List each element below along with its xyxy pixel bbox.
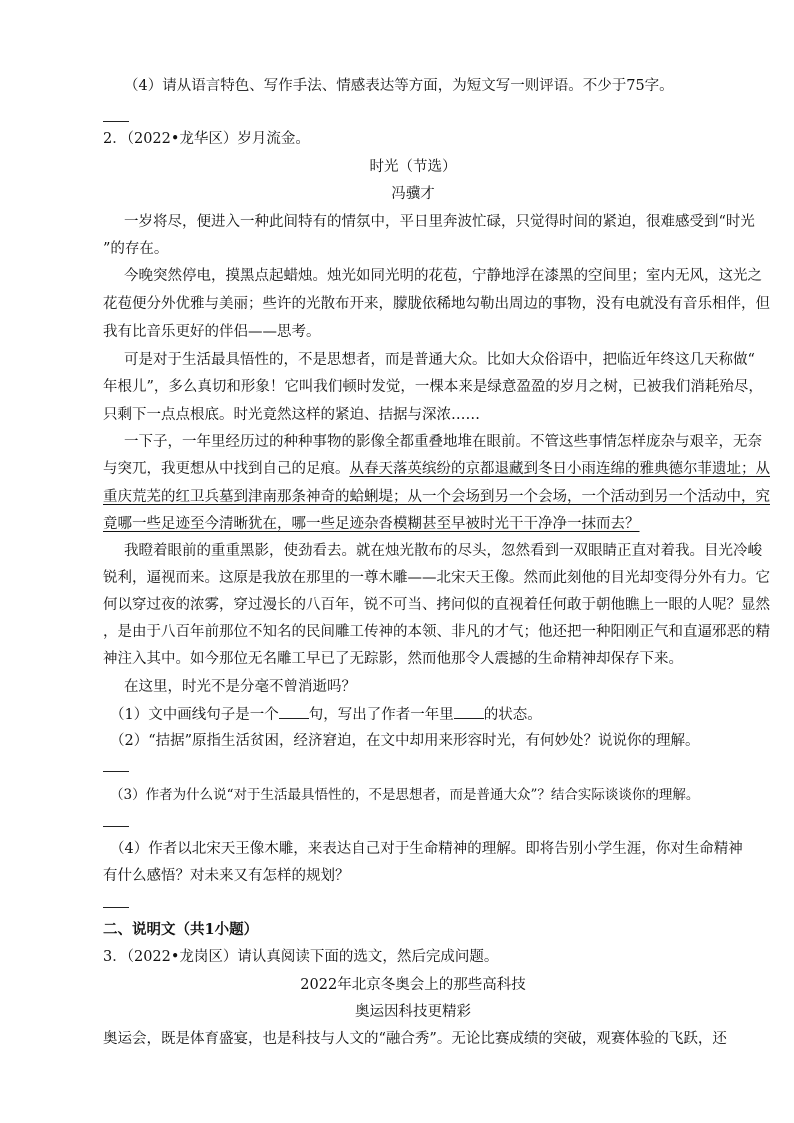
section-heading: 二、说明文（共1小题）: [103, 921, 259, 938]
paragraph-line: 可是对于生活最具悟性的，不是思想者，而是普通大众。比如大众俗语中，把临近年终这几天称做“: [124, 352, 755, 368]
question-2-2: （2）“拮据”原指生活贫困，经济窘迫，在文中却用来形容时光，有何妙处？说说你的理解。: [110, 733, 700, 749]
paragraph-line: 锐利，逼视而来。这原是我放在那里的一尊木雕——北宋天王像。然而此刻他的目光却变得分外有力。它: [103, 570, 770, 586]
paragraph-line: 只剩下一点点根底。时光竟然这样的紧迫、拮据与深浓……: [103, 407, 480, 423]
underlined-sentence: 竟哪一些足迹至今清晰犹在，哪一些足迹杂沓模糊甚至早被时光干干净净一抹而去？: [103, 516, 640, 532]
question-1-4: （4）请从语言特色、写作手法、情感表达等方面，为短文写一则评语。不少于75字。: [124, 78, 674, 94]
fill-blank[interactable]: [454, 704, 484, 719]
paragraph-line: [103, 459, 770, 479]
answer-blank: [103, 771, 129, 772]
answer-blank: [103, 907, 129, 908]
question-text: （1）文中画线句子是一个: [110, 707, 279, 723]
question-2-1: [110, 704, 730, 725]
question-text: 句，写出了作者一年里: [308, 707, 454, 723]
article-subtitle: 奥运因科技更精彩: [355, 1004, 471, 1020]
paragraph-line: 年根儿”，多么真切和形象！它叫我们顿时发觉，一棵本来是绿意盈盈的岁月之树，已被我们消耗殆尽，: [103, 379, 763, 395]
paragraph-line: 一下子，一年里经历过的种种事物的影像全都重叠地堆在眼前。不管这些事情怎样庞杂与艰辛，无奈: [124, 434, 762, 450]
paragraph-line: 奥运会，既是体育盛宴，也是科技与人文的“融合秀”。无论比赛成绩的突破，观赛体验的飞跃，还: [103, 1031, 727, 1047]
paragraph-line: ”的存在。: [103, 241, 169, 257]
question-3-intro: 3．（2022•龙岗区）请认真阅读下面的选文，然后完成问题。: [103, 949, 499, 965]
paragraph-line: 我瞪着眼前的重重黑影，使劲看去。就在烛光散布的尽头，忽然看到一双眼睛正直对着我。目光冷峻: [124, 543, 762, 559]
paragraph-line: 我有比音乐更好的伴侣——思考。: [103, 324, 321, 340]
article-title: 2022年北京冬奥会上的那些高科技: [300, 977, 526, 993]
underlined-sentence: 重庆荒芜的红卫兵墓到津南那条神奇的蛤蜊堤；从一个会场到另一个会场，一个活动到另一个活动中，究: [103, 489, 770, 505]
underlined-sentence: 从春天落英缤纷的京都退藏到冬日小雨连绵的雅典德尔菲遗址；从: [349, 461, 770, 477]
question-2-4: （4）作者以北宋天王像木雕，来表达自己对于生命精神的理解。即将告别小学生涯，你对生命精神: [110, 841, 743, 857]
paragraph-line: 何以穿过夜的浓雾，穿过漫长的八百年，锐不可当、拷问似的直视着任何敢于朝他瞧上一眼的人呢？显然: [103, 597, 770, 613]
paragraph-line: 神注入其中。如今那位无名雕工早已了无踪影，然而他那令人震撼的生命精神却保存下来。: [103, 651, 683, 667]
paragraph-line: 一岁将尽，便进入一种此间特有的情氛中，平日里奔波忙碌，只觉得时间的紧迫，很难感受到“时光: [124, 214, 755, 230]
question-text: 的状态。: [483, 707, 542, 723]
plain-text: 与突兀，我更想从中找到自己的足痕。: [103, 461, 350, 477]
paragraph-line: 花苞便分外优雅与美丽；些许的光散布开来，朦胧依稀地勾勒出周边的事物，没有电就没有音乐相伴，但: [103, 296, 770, 312]
article-author: 冯骥才: [391, 186, 435, 202]
fill-blank[interactable]: [279, 704, 309, 719]
question-2-intro: 2．（2022•龙华区）岁月流金。: [103, 131, 310, 147]
paragraph-line: 今晚突然停电，摸黑点起蜡烛。烛光如同光明的花苞，宁静地浮在漆黑的空间里；室内无风，这光之: [124, 268, 762, 284]
answer-blank: [103, 826, 129, 827]
question-2-3: （3）作者为什么说“对于生活最具悟性的，不是思想者，而是普通大众”？结合实际谈谈你的理解。: [110, 787, 700, 803]
question-2-4-cont: 有什么感悟？对未来又有怎样的规划？: [103, 868, 350, 884]
answer-blank: [103, 121, 129, 122]
paragraph-line: ，是由于八百年前那位不知名的民间雕工传神的本领、非凡的才气；他还把一种阳刚正气和直逼邪恶的精: [103, 624, 770, 640]
article-title: 时光（节选）: [369, 159, 457, 175]
paragraph-line: 在这里，时光不是分毫不曾消逝吗？: [124, 679, 356, 695]
